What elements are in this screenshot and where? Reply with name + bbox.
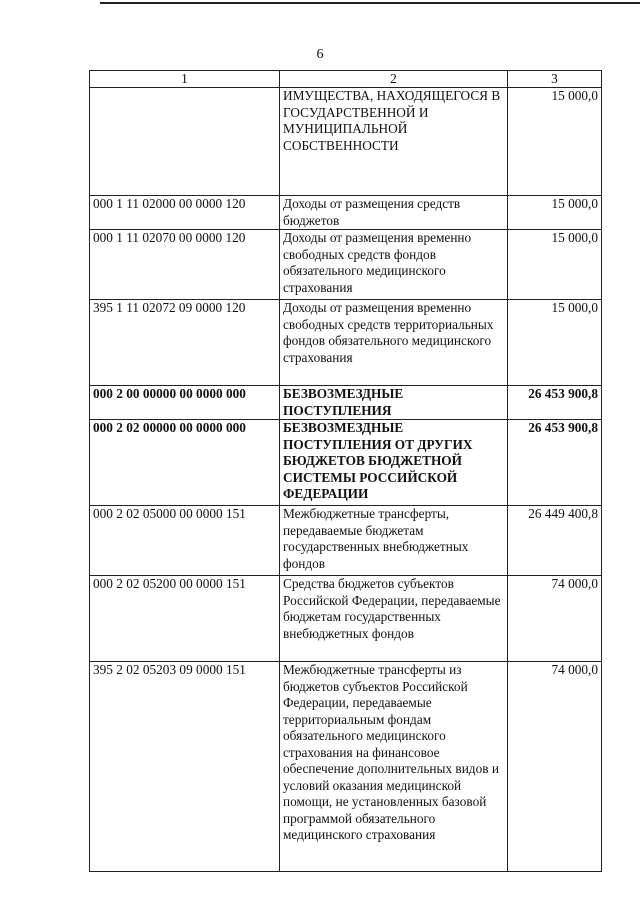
table-row (90, 386, 602, 420)
page-number: 6 (316, 47, 324, 62)
row-code: 000 2 02 05200 00 0000 151 (90, 576, 280, 662)
table-row (90, 88, 602, 196)
row-code: 395 2 02 05203 09 0000 151 (90, 662, 280, 872)
column-header-name: 2 (280, 71, 508, 88)
row-code: 000 2 00 00000 00 0000 000 (90, 386, 280, 420)
row-code (90, 88, 280, 196)
table-row (90, 230, 602, 300)
column-header-code: 1 (90, 71, 280, 88)
column-header-amount: 3 (508, 71, 602, 88)
row-amount: 26 453 900,8 (508, 386, 602, 420)
row-name: БЕЗВОЗМЕЗДНЫЕ ПОСТУПЛЕНИЯ ОТ ДРУГИХ БЮДЖЕТОВ БЮДЖЕТНОЙ СИСТЕМЫ РОССИЙСКОЙ ФЕДЕРАЦИИ (280, 420, 508, 506)
row-amount: 15 000,0 (508, 300, 602, 386)
table-row (90, 420, 602, 506)
row-amount: 26 449 400,8 (508, 506, 602, 576)
row-name: Доходы от размещения временно свободных средств фондов обязательного медицинского страхования (280, 230, 508, 300)
table-row (90, 576, 602, 662)
row-name: Средства бюджетов субъектов Российской Федерации, передаваемые бюджетам государственных внебюджетных фондов (280, 576, 508, 662)
table-row (90, 506, 602, 576)
budget-revenue-table (89, 70, 602, 872)
table-row (90, 300, 602, 386)
row-name: Доходы от размещения средств бюджетов (280, 196, 508, 230)
table-header-row (90, 71, 602, 88)
row-name: БЕЗВОЗМЕЗДНЫЕ ПОСТУПЛЕНИЯ (280, 386, 508, 420)
row-code: 000 2 02 00000 00 0000 000 (90, 420, 280, 506)
row-code: 000 1 11 02000 00 0000 120 (90, 196, 280, 230)
row-name: ИМУЩЕСТВА, НАХОДЯЩЕГОСЯ В ГОСУДАРСТВЕННОЙ И МУНИЦИПАЛЬНОЙ СОБСТВЕННОСТИ (280, 88, 508, 196)
row-name: Доходы от размещения временно свободных средств территориальных фондов обязательного медицинского страхования (280, 300, 508, 386)
row-amount: 26 453 900,8 (508, 420, 602, 506)
top-rule (100, 2, 640, 4)
row-amount: 74 000,0 (508, 576, 602, 662)
row-amount: 15 000,0 (508, 230, 602, 300)
row-code: 000 2 02 05000 00 0000 151 (90, 506, 280, 576)
row-amount: 15 000,0 (508, 88, 602, 196)
row-amount: 15 000,0 (508, 196, 602, 230)
table-row (90, 662, 602, 872)
row-code: 000 1 11 02070 00 0000 120 (90, 230, 280, 300)
row-name: Межбюджетные трансферты из бюджетов субъектов Российской Федерации, передаваемые территориальным фондам обязательного медицинского страхования на финансовое обеспечение дополнительных видов и условий оказания медицинской помощи, не установленных базовой программой обязательного медицинского страхования (280, 662, 508, 872)
row-amount: 74 000,0 (508, 662, 602, 872)
row-code: 395 1 11 02072 09 0000 120 (90, 300, 280, 386)
row-name: Межбюджетные трансферты, передаваемые бюджетам государственных внебюджетных фондов (280, 506, 508, 576)
table-row (90, 196, 602, 230)
